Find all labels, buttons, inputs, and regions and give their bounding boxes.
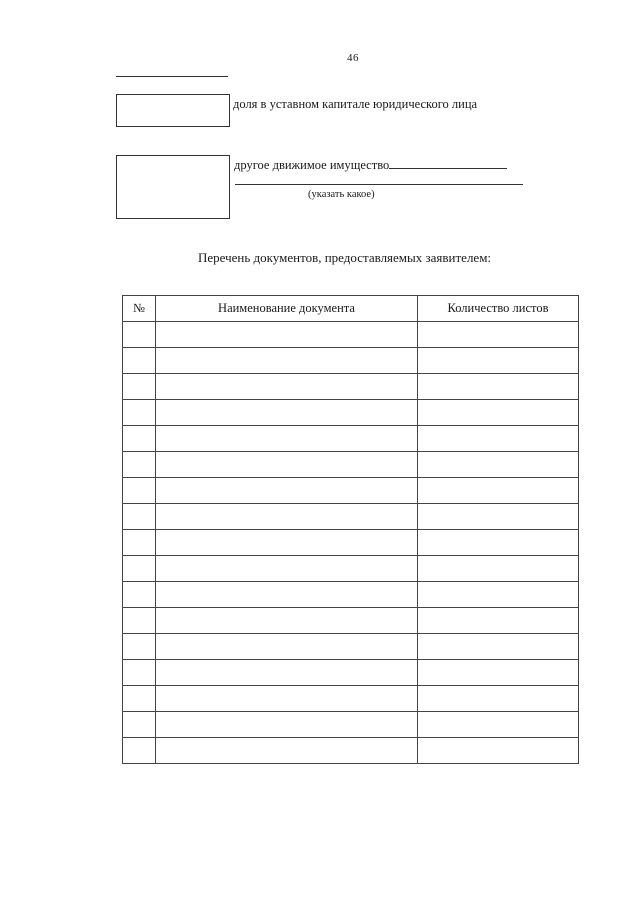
cell-number[interactable] — [123, 322, 156, 348]
cell-number[interactable] — [123, 504, 156, 530]
documents-list-heading: Перечень документов, предоставляемых заявителем: — [198, 250, 492, 265]
table-row — [123, 686, 579, 712]
table-row — [123, 504, 579, 530]
table-row — [123, 608, 579, 634]
cell-sheet-count[interactable] — [418, 556, 579, 582]
cell-document-name[interactable] — [156, 348, 418, 374]
cell-number[interactable] — [123, 400, 156, 426]
cell-document-name[interactable] — [156, 634, 418, 660]
cell-sheet-count[interactable] — [418, 712, 579, 738]
cell-number[interactable] — [123, 556, 156, 582]
checkbox-share-capital[interactable] — [116, 94, 230, 127]
cell-document-name[interactable] — [156, 660, 418, 686]
other-property-label: другое движимое имущество — [234, 158, 390, 172]
table-row — [123, 400, 579, 426]
cell-document-name[interactable] — [156, 686, 418, 712]
cell-document-name[interactable] — [156, 608, 418, 634]
cell-number[interactable] — [123, 452, 156, 478]
table-row — [123, 556, 579, 582]
cell-document-name[interactable] — [156, 400, 418, 426]
other-property-second-line[interactable] — [235, 184, 523, 185]
cell-sheet-count[interactable] — [418, 686, 579, 712]
cell-sheet-count[interactable] — [418, 738, 579, 764]
table-row — [123, 634, 579, 660]
table-row — [123, 374, 579, 400]
cell-sheet-count[interactable] — [418, 582, 579, 608]
share-capital-label: доля в уставном капитале юридического лица — [233, 97, 478, 111]
cell-document-name[interactable] — [156, 712, 418, 738]
column-header-document-name: Наименование документа — [156, 296, 418, 322]
table-row — [123, 426, 579, 452]
cell-document-name[interactable] — [156, 530, 418, 556]
cell-number[interactable] — [123, 712, 156, 738]
cell-number[interactable] — [123, 608, 156, 634]
table-row — [123, 582, 579, 608]
cell-sheet-count[interactable] — [418, 478, 579, 504]
column-header-sheet-count: Количество листов — [418, 296, 579, 322]
checkbox-other-movable-property[interactable] — [116, 155, 230, 219]
table-row — [123, 712, 579, 738]
cell-sheet-count[interactable] — [418, 530, 579, 556]
cell-number[interactable] — [123, 634, 156, 660]
cell-sheet-count[interactable] — [418, 660, 579, 686]
table-row — [123, 660, 579, 686]
table-header-row — [123, 296, 579, 322]
table-row — [123, 478, 579, 504]
cell-number[interactable] — [123, 478, 156, 504]
cell-sheet-count[interactable] — [418, 400, 579, 426]
cell-number[interactable] — [123, 374, 156, 400]
table-row — [123, 738, 579, 764]
cell-sheet-count[interactable] — [418, 322, 579, 348]
cell-document-name[interactable] — [156, 738, 418, 764]
table-row — [123, 530, 579, 556]
cell-document-name[interactable] — [156, 582, 418, 608]
table-row — [123, 348, 579, 374]
top-divider-line — [116, 76, 228, 77]
specify-which-hint: (указать какое) — [308, 189, 375, 200]
documents-table — [122, 295, 579, 764]
cell-document-name[interactable] — [156, 478, 418, 504]
other-property-line — [234, 158, 507, 173]
other-property-fill-line[interactable] — [389, 158, 507, 169]
cell-sheet-count[interactable] — [418, 426, 579, 452]
table-row — [123, 452, 579, 478]
cell-number[interactable] — [123, 530, 156, 556]
cell-document-name[interactable] — [156, 426, 418, 452]
cell-document-name[interactable] — [156, 556, 418, 582]
cell-document-name[interactable] — [156, 452, 418, 478]
cell-document-name[interactable] — [156, 374, 418, 400]
cell-sheet-count[interactable] — [418, 452, 579, 478]
cell-sheet-count[interactable] — [418, 608, 579, 634]
column-header-number: № — [123, 296, 156, 322]
cell-sheet-count[interactable] — [418, 348, 579, 374]
table-row — [123, 322, 579, 348]
cell-document-name[interactable] — [156, 322, 418, 348]
cell-sheet-count[interactable] — [418, 634, 579, 660]
cell-sheet-count[interactable] — [418, 374, 579, 400]
cell-number[interactable] — [123, 426, 156, 452]
cell-number[interactable] — [123, 738, 156, 764]
cell-number[interactable] — [123, 348, 156, 374]
page-number: 46 — [347, 52, 359, 64]
cell-document-name[interactable] — [156, 504, 418, 530]
cell-sheet-count[interactable] — [418, 504, 579, 530]
cell-number[interactable] — [123, 660, 156, 686]
cell-number[interactable] — [123, 686, 156, 712]
cell-number[interactable] — [123, 582, 156, 608]
